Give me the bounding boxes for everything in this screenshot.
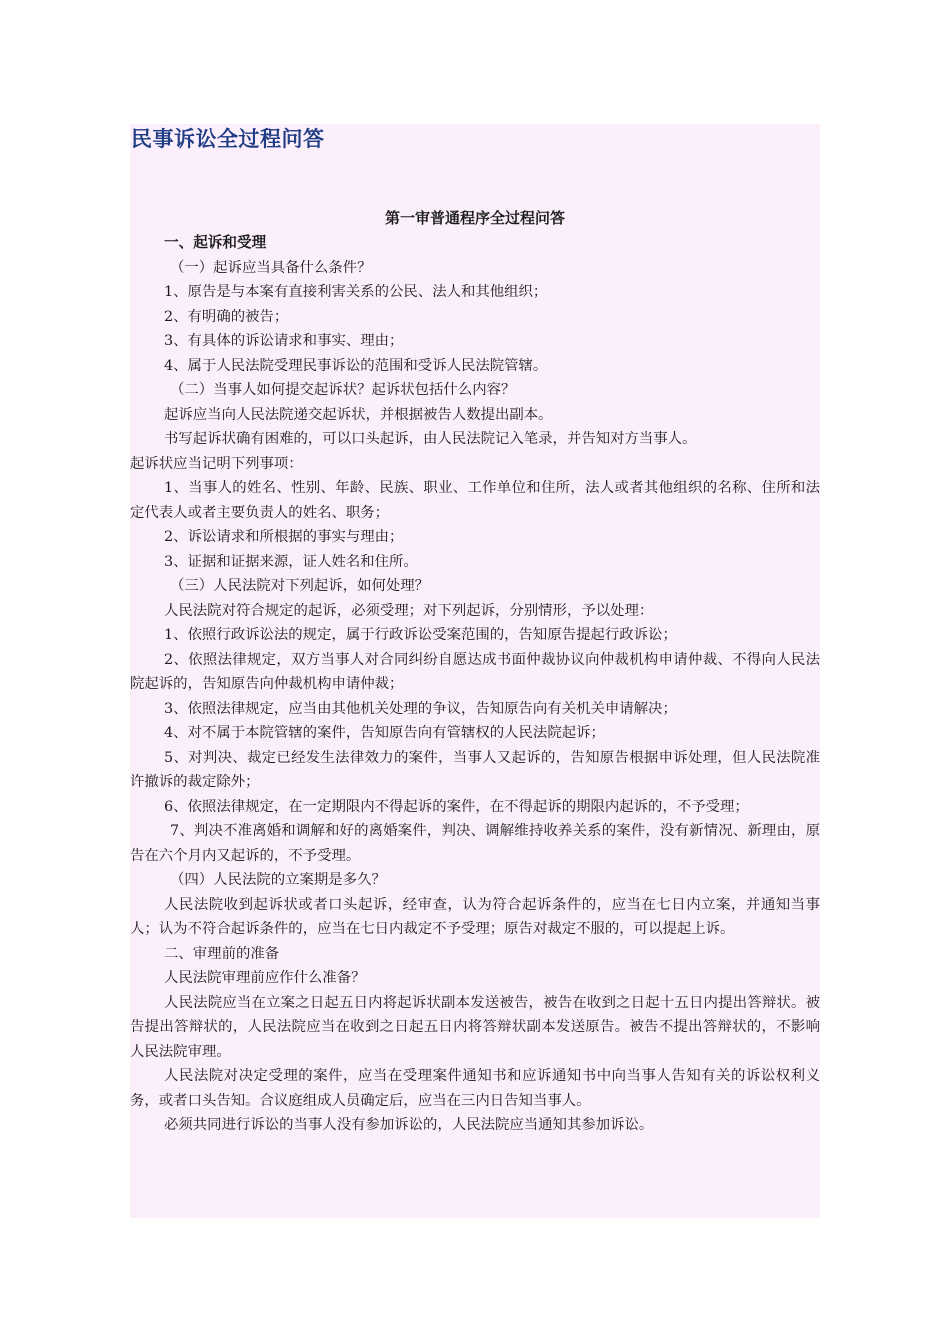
section-heading: 第一审普通程序全过程问答 bbox=[384, 209, 565, 227]
question-heading: （三）人民法院对下列起诉，如何处理？ bbox=[170, 578, 430, 594]
paragraph: 人民法院收到起诉状或者口头起诉，经审查，认为符合起诉条件的，应当在七日内立案，并通知当事人；认为不符合起诉条件的，应当在七日内裁定不予受理；原告对裁定不服的，可以提起上诉。 bbox=[130, 896, 820, 937]
chapter-heading: 二、审理前的准备 bbox=[164, 945, 280, 962]
question-heading: 人民法院审理前应作什么准备？ bbox=[164, 970, 366, 986]
paragraph: 人民法院应当在立案之日起五日内将起诉状副本发送被告，被告在收到之日起十五日内提出答辩状。被告提出答辩状的，人民法院应当在收到之日起五日内将答辩状副本发送原告。被告不提出答辩状的，不影响人民法院审理。 bbox=[130, 994, 820, 1060]
list-item: 2、诉讼请求和所根据的事实与理由； bbox=[164, 529, 404, 545]
list-item: 4、属于人民法院受理民事诉讼的范围和受诉人民法院管辖。 bbox=[164, 357, 548, 374]
list-item: 5、对判决、裁定已经发生法律效力的案件，当事人又起诉的，告知原告根据申诉处理，但人民法院准许撤诉的裁定除外； bbox=[130, 749, 820, 790]
list-item: 1、原告是与本案有直接利害关系的公民、法人和其他组织； bbox=[164, 284, 548, 300]
question-heading: （二）当事人如何提交起诉状？起诉状包括什么内容？ bbox=[170, 382, 516, 398]
question-heading: （四）人民法院的立案期是多久？ bbox=[170, 872, 386, 888]
paragraph: 起诉状应当记明下列事项： bbox=[130, 455, 303, 472]
list-item: 3、依照法律规定，应当由其他机关处理的争议，告知原告向有关机关申请解决； bbox=[164, 700, 677, 717]
list-item: 2、依照法律规定，双方当事人对合同纠纷自愿达成书面仲裁协议向仲裁机构申请仲裁、不得向人民法院起诉的，告知原告向仲裁机构申请仲裁； bbox=[130, 651, 820, 692]
list-item: 6、依照法律规定，在一定期限内不得起诉的案件，在不得起诉的期限内起诉的，不予受理； bbox=[164, 798, 749, 815]
paragraph: 人民法院对符合规定的起诉，必须受理；对下列起诉，分别情形，予以处理： bbox=[164, 602, 654, 619]
list-item: 1、当事人的姓名、性别、年龄、民族、职业、工作单位和住所，法人或者其他组织的名称、住所和法定代表人或者主要负责人的姓名、职务； bbox=[130, 480, 820, 521]
list-item: 7、判决不准离婚和调解和好的离婚案件，判决、调解维持收养关系的案件，没有新情况、新理由，原告在六个月内又起诉的，不予受理。 bbox=[130, 823, 820, 864]
paragraph: 起诉应当向人民法院递交起诉状，并根据被告人数提出副本。 bbox=[164, 406, 553, 423]
question-heading: （一）起诉应当具备什么条件？ bbox=[170, 259, 372, 276]
document-body bbox=[130, 231, 820, 1138]
document-title: 民事诉讼全过程问答 bbox=[131, 127, 325, 151]
list-item: 2、有明确的被告； bbox=[164, 308, 289, 325]
paragraph: 书写起诉状确有困难的，可以口头起诉，由人民法院记入笔录，并告知对方当事人。 bbox=[164, 431, 697, 447]
chapter-heading: 一、起诉和受理 bbox=[164, 234, 267, 251]
paragraph: 人民法院对决定受理的案件，应当在受理案件通知书和应诉通知书中向当事人告知有关的诉讼权利义务，或者口头告知。合议庭组成人员确定后，应当在三内日告知当事人。 bbox=[130, 1068, 820, 1109]
paragraph: 必须共同进行诉讼的当事人没有参加诉讼的，人民法院应当通知其参加诉讼。 bbox=[164, 1117, 654, 1133]
list-item: 3、证据和证据来源，证人姓名和住所。 bbox=[164, 553, 418, 570]
list-item: 3、有具体的诉讼请求和事实、理由； bbox=[164, 333, 404, 349]
list-item: 4、对不属于本院管辖的案件，告知原告向有管辖权的人民法院起诉； bbox=[164, 725, 605, 741]
list-item: 1、依照行政诉讼法的规定，属于行政诉讼受案范围的，告知原告提起行政诉讼； bbox=[164, 627, 677, 643]
